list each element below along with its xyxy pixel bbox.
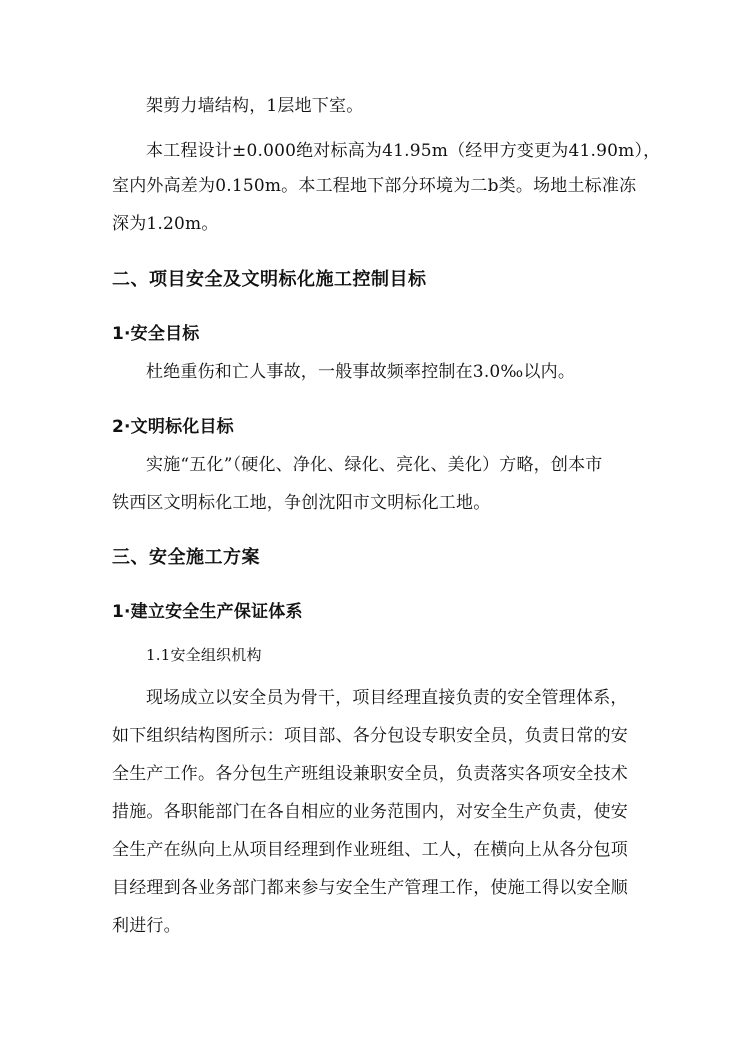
section-heading: 二、项目安全及文明标化施工控制目标 [112,269,427,290]
paragraph-line: 室内外高差为0.150m。本工程地下部分环境为二b类。场地土标准冻 [112,176,637,196]
paragraph-line: 现场成立以安全员为骨干，项目经理直接负责的安全管理体系， [146,688,628,708]
paragraph-line: 本工程设计±0.000绝对标高为41.95m（经甲方变更为41.90m）， [146,141,661,161]
paragraph-line: 措施。各职能部门在各自相应的业务范围内，对安全生产负责，使安 [112,802,628,822]
paragraph-line: 杜绝重伤和亡人事故，一般事故频率控制在3.0‰以内。 [146,362,576,382]
subsection-heading: 1·安全目标 [112,324,200,344]
subsection-heading: 2·文明标化目标 [112,417,234,437]
section-heading: 三、安全施工方案 [112,547,260,568]
paragraph-line: 目经理到各业务部门都来参与安全生产管理工作，使施工得以安全顺 [112,878,628,898]
paragraph-line: 全生产工作。各分包生产班组设兼职安全员，负责落实各项安全技术 [112,764,628,784]
paragraph-line: 利进行。 [112,916,181,936]
paragraph-line: 架剪力墙结构，1层地下室。 [146,96,364,116]
paragraph-line: 深为1.20m。 [112,214,219,234]
paragraph-line: 全生产在纵向上从项目经理到作业班组、工人，在横向上从各分包项 [112,840,628,860]
paragraph-line: 实施“五化”（硬化、净化、绿化、亮化、美化）方略，创本市 [146,455,603,475]
paragraph-line: 如下组织结构图所示：项目部、各分包设专职安全员，负责日常的安 [112,726,628,746]
subsection-heading: 1·建立安全生产保证体系 [112,602,303,622]
item-heading: 1.1安全组织机构 [146,646,262,664]
paragraph-line: 铁西区文明标化工地，争创沈阳市文明标化工地。 [112,493,491,513]
